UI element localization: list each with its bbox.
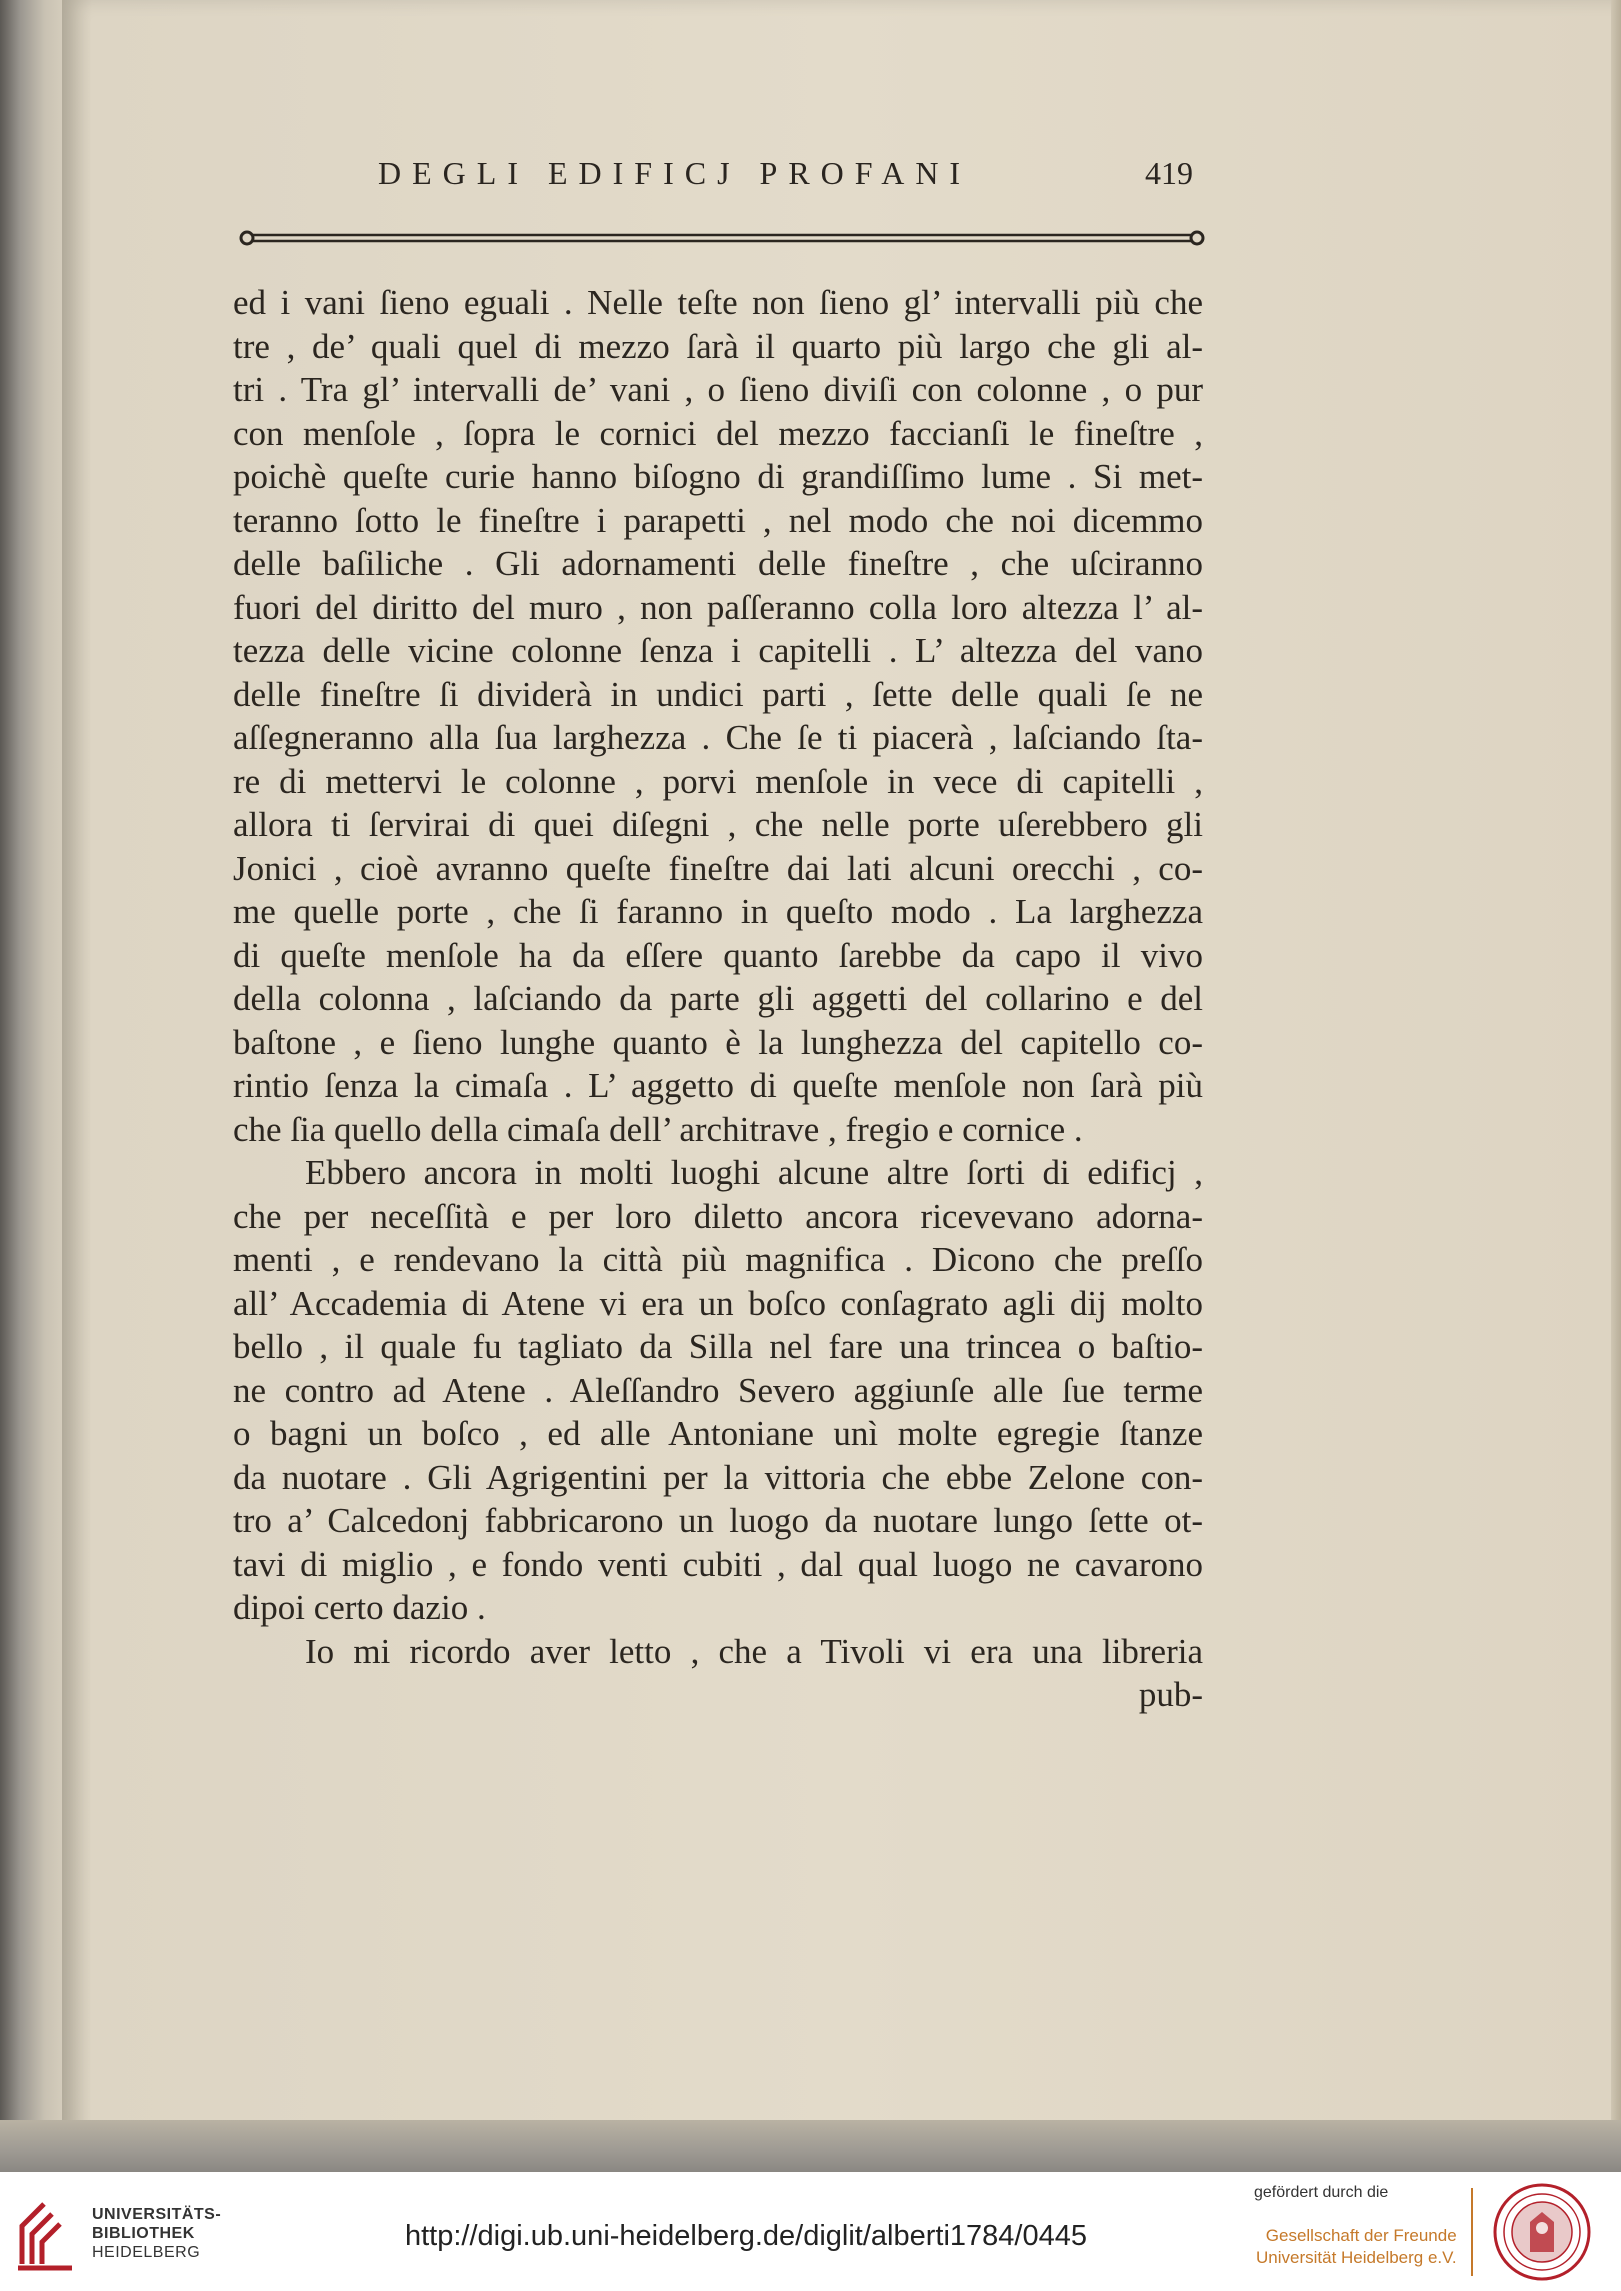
text-line: da nuotare . Gli Agrigentini per la vittoria che ebbe Zelone con-: [233, 1457, 1203, 1497]
funded-by-label: gefördert durch die: [1254, 2184, 1389, 2201]
footer-divider: [1471, 2188, 1473, 2276]
text-line: tro a’ Calcedonj fabbricarono un luogo da nuotare lungo ſette ot-: [233, 1501, 1203, 1540]
library-name-line3: HEIDELBERG: [92, 2244, 201, 2261]
ornamental-rule: [238, 229, 1206, 247]
text-line: ed i vani ſieno eguali . Nelle teſte non ſieno gl’ intervalli più che: [233, 283, 1203, 322]
text-line: che ſia quello della cimaſa dell’ architrave , fregio e cornice .: [233, 1109, 1083, 1149]
catchword: pub-: [1138, 1675, 1203, 1714]
text-line: rintio ſenza la cimaſa . L’ aggetto di queſte menſole non ſarà più: [233, 1066, 1203, 1105]
text-line: poichè queſte curie hanno biſogno di grandiſſimo lume . Si met-: [233, 457, 1203, 496]
text-line: Ebbero ancora in molti luoghi alcune altre ſorti di edificj ,: [305, 1153, 1203, 1192]
document-url-link[interactable]: http://digi.ub.uni-heidelberg.de/diglit/alberti1784/0445: [405, 2220, 1087, 2252]
text-line: ne contro ad Atene . Aleſſandro Severo aggiunſe alle ſue terme: [233, 1370, 1203, 1410]
text-line: tre , de’ quali quel di mezzo ſarà il quarto più largo che gli al-: [233, 326, 1203, 366]
page-edge: [1611, 0, 1621, 2150]
text-line: delle fineſtre ſi dividerà in undici parti , ſette delle quali ſe ne: [233, 674, 1203, 714]
page-number: 419: [1145, 155, 1193, 191]
society-name-line2: Universität Heidelberg e.V.: [1256, 2248, 1457, 2267]
running-head: DEGLI EDIFICJ PROFANI: [378, 155, 972, 191]
text-line: aſſegneranno alla ſua larghezza . Che ſe ti piacerà , laſciando ſta-: [233, 718, 1203, 757]
text-line: o bagni un boſco , ed alle Antoniane unì molte egregie ſtanze: [233, 1414, 1203, 1453]
society-name: [1256, 2225, 1457, 2269]
text-line: Jonici , cioè avranno queſte fineſtre dai lati alcuni orecchi , co-: [233, 848, 1203, 888]
text-line: tri . Tra gl’ intervalli de’ vani , o ſieno diviſi con colonne , o pur: [233, 370, 1203, 409]
society-name-line1: Gesellschaft der Freunde: [1265, 2226, 1457, 2245]
text-line: all’ Accademia di Atene vi era un boſco conſagrato agli dij molto: [233, 1283, 1203, 1323]
text-line: re di mettervi le colonne , porvi menſole in vece di capitelli ,: [233, 761, 1203, 801]
text-line: delle baſiliche . Gli adornamenti delle fineſtre , che uſciranno: [233, 544, 1203, 583]
text-line: teranno ſotto le fineſtre i parapetti , nel modo che noi dicemmo: [233, 500, 1203, 540]
library-name-line2: BIBLIOTHEK: [92, 2225, 195, 2242]
library-name: [92, 2205, 221, 2262]
body-text: [233, 281, 1203, 1717]
text-line: Io mi ricordo aver letto , che a Tivoli vi era una libreria: [305, 1631, 1203, 1671]
text-line: menti , e rendevano la città più magnifica . Dicono che preſſo: [233, 1240, 1203, 1279]
library-name-line1: UNIVERSITÄTS-: [92, 2206, 222, 2223]
text-line: allora ti ſervirai di quei diſegni , che nelle porte uſerebbero gli: [233, 805, 1203, 844]
text-line: della colonna , laſciando da parte gli aggetti del collarino e del: [233, 979, 1203, 1018]
scan-bottom-band: [0, 2120, 1621, 2172]
text-line: bello , il quale fu tagliato da Silla nel fare una trincea o baſtio-: [233, 1327, 1203, 1366]
text-line: che per neceſſità e per loro diletto ancora ricevevano adorna-: [233, 1196, 1203, 1236]
text-line: tezza delle vicine colonne ſenza i capitelli . L’ altezza del vano: [233, 631, 1203, 670]
text-line: di queſte menſole ha da eſſere quanto ſarebbe da capo il vivo: [233, 935, 1203, 975]
text-line: fuori del diritto del muro , non paſſeranno colla loro altezza l’ al-: [233, 587, 1203, 627]
text-line: me quelle porte , che ſi faranno in queſto modo . La larghezza: [233, 892, 1203, 931]
text-line: con menſole , ſopra le cornici del mezzo faccianſi le fineſtre ,: [233, 413, 1203, 453]
footer-bar: [0, 2172, 1621, 2291]
university-seal-icon: [1492, 2182, 1592, 2282]
text-line: tavi di miglio , e fondo venti cubiti , dal qual luogo ne cavarono: [233, 1544, 1203, 1584]
text-line: baſtone , e ſieno lunghe quanto è la lunghezza del capitello co-: [233, 1022, 1203, 1062]
university-library-logo-icon: [14, 2190, 76, 2272]
text-line: dipoi certo dazio .: [233, 1588, 486, 1627]
